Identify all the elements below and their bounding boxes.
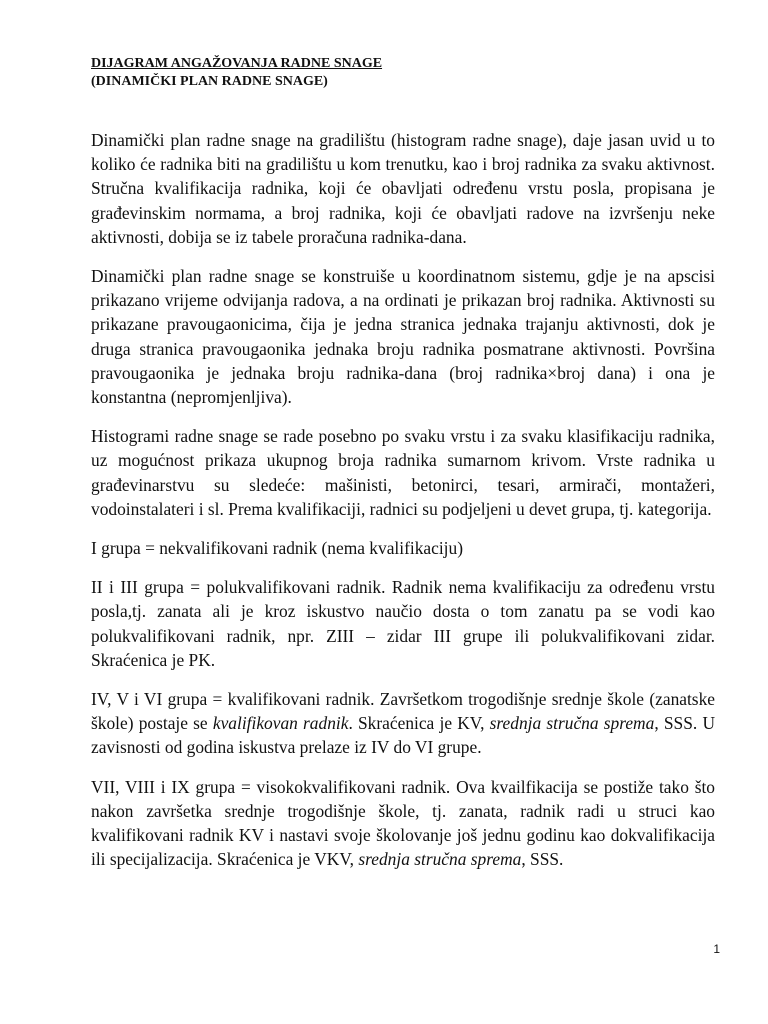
italic-term: srednja stručna sprema <box>358 849 522 870</box>
page-number: 1 <box>713 942 720 956</box>
paragraph-intro: Dinamički plan radne snage na gradilištu (histogram radne snage), daje jasan uvid u to koliko će radnika biti na gradilištu u kom trenutku, kao i broj radnika za svaku aktivnost. Stručna kvalifikacija radnika, koji će obavljati određenu vrstu posla, propisana je građevinskim normama, a broj radnika, koji će obavljati radove na izvršenju neke aktivnosti, dobija se iz tabele proračuna radnika-dana. <box>91 130 715 247</box>
text-segment: , SSS. <box>521 849 564 870</box>
text-segment: , SSS. U zavisnosti od godina iskustva prelaze iz IV do VI grupe. <box>91 713 715 758</box>
document-body <box>91 128 715 886</box>
paragraph-group-i: I grupa = nekvalifikovani radnik (nema kvalifikaciju) <box>91 538 463 559</box>
paragraph-group-vii-ix <box>91 775 715 872</box>
document-heading <box>91 55 691 91</box>
document-subtitle: (DINAMIČKI PLAN RADNE SNAGE) <box>91 74 328 89</box>
paragraph-group-iv-vi <box>91 687 715 760</box>
paragraph-histograms: Histogrami radne snage se rade posebno po svaku vrstu i za svaku klasifikaciju radnika, uz mogućnost prikaza ukupnog broja radnika sumarnom krivom. Vrste radnika u građevinarstvu su sledeće: mašinisti, betonirci, tesari, armirači, montažeri, vodoinstalateri i sl. Prema kvalifikaciji, radnici su podjeljeni u devet grupa, tj. kategorija. <box>91 426 715 519</box>
text-segment: . Skraćenica je KV, <box>348 713 490 734</box>
text-segment: IV, V i VI grupa = kvalifikovani radnik. Završetkom trogodišnje srednje škole (zanatske škole) postaje se <box>91 689 715 734</box>
paragraph-group-ii-iii: II i III grupa = polukvalifikovani radnik. Radnik nema kvalifikaciju za određenu vrstu posla,tj. zanata ali je kroz iskustvo naučio dosta o tom zanatu pa se vodi kao polukvalifikovani radnik, npr. ZIII – zidar III grupe ili polukvalifikovani zidar. Skraćenica je PK. <box>91 577 715 670</box>
text-segment: VII, VIII i IX grupa = visokokvalifikovani radnik. Ova kvailfikacija se postiže tako što nakon završetka srednje trogodišnje škole, tj. zanata, radnik radi u struci kao kvalifikovani radnik KV i nastavi svoje školovanje još jednu godinu kao dokvalifikacija ili specijalizacija. Skraćenica je VKV, <box>91 776 715 870</box>
italic-term: kvalifikovan radnik <box>212 713 349 734</box>
paragraph-coordinate-system: Dinamički plan radne snage se konstruiše u koordinatnom sistemu, gdje je na apscisi prikazano vrijeme odvijanja radova, a na ordinati je prikazan broj radnika. Aktivnosti su prikazane pravougaonicima, čija je jedna stranica jednaka trajanju aktivnosti, dok je druga stranica pravougaonika jednaka broju radnika posmatrane aktivnosti. Površina pravougaonika je jednaka broju radnika-dana (broj radnika×broj dana) i ona je konstantna (nepromjenljiva). <box>91 266 715 408</box>
document-title: DIJAGRAM ANGAŽOVANJA RADNE SNAGE <box>91 56 383 71</box>
italic-term: srednja stručna sprema <box>489 713 655 734</box>
